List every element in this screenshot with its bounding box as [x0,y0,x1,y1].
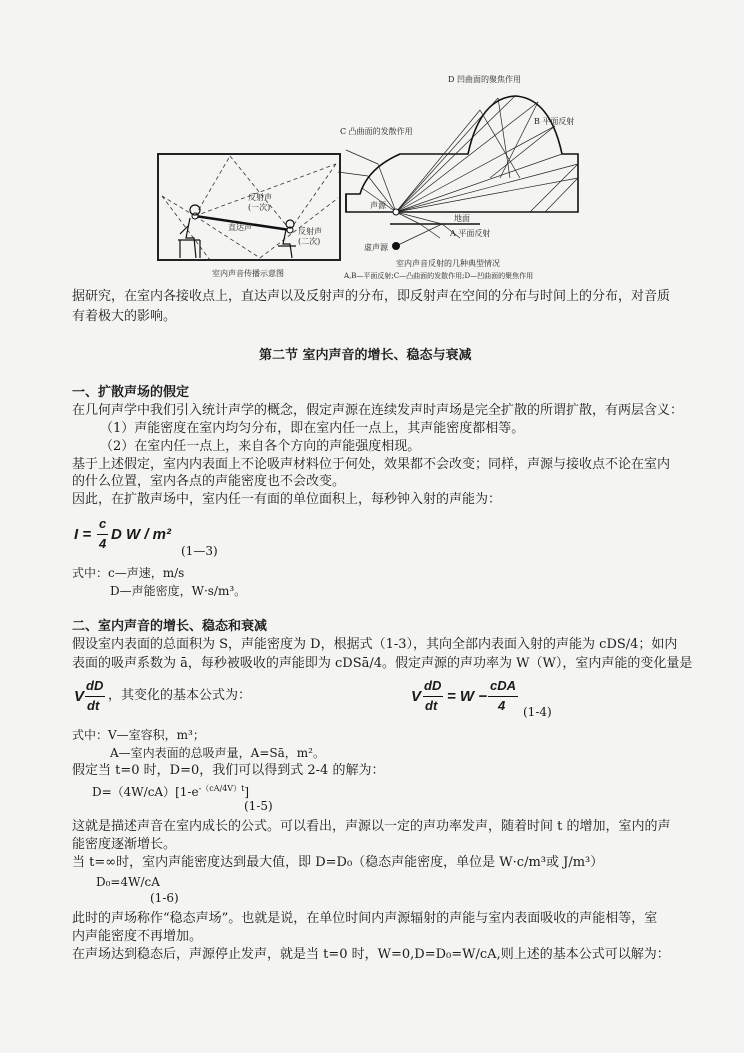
definition-a: A—室内表面的总吸声量，A=Sā，m²。 [110,746,325,760]
equation-v: V [74,688,85,705]
paragraph-steady-field: 此时的声场称作“稳态声场”。也就是说，在单位时间内声源辐射的声能与室内表面吸收的声能相等，室 [72,911,658,926]
equation-1-5 [92,779,249,802]
equation-1-5-exponent: -（cA/4V）t [198,784,245,793]
paragraph-assumption-cont: 的什么位置，室内各点的声能密度也不会改变。 [72,474,346,489]
figure-caption-right-legend: A,B—平面反射;C—凸曲面的发散作用;D—凹曲面的聚焦作用 [344,272,534,280]
equation-1-4-mid: = W − [447,688,488,705]
heading-diffuse-field: 一、扩散声场的假定 [72,385,190,400]
section-title: 第二节 室内声音的增长、稳态与衰减 [259,348,472,363]
equation-1-3-lhs: I = [74,526,92,543]
definition-v: 式中：V—室容积，m³； [72,728,205,742]
equation-intro-text: ，其变化的基本公式为： [108,688,252,703]
label-plane-a: A 平面反射 [450,229,491,238]
label-reflect-2: 反射声 [298,227,322,236]
equation-1-3-fraction-bar [97,534,108,535]
equation-1-5-close: ] [244,785,249,799]
equation-1-3-denominator: 4 [99,536,107,551]
paragraph-steady-field-cont: 内声能密度不再增加。 [72,929,203,944]
label-convex: C 凸曲面的发散作用 [340,127,413,136]
sound-propagation-diagram [158,154,340,278]
paragraph-decay: 在声场达到稳态后，声源停止发声，就是当 t=0 时，W=0,D=D₀=W/cA,则上述的基本公式可以解为： [72,947,670,962]
paragraph-diffuse-intro: 在几何声学中我们引入统计声学的概念，假定声源在连续发声时声场是完全扩散的所谓扩散，有两层含义： [72,403,684,418]
equation-1-4-dd-bar [423,696,443,697]
paragraph-growth-cont: 能密度逐渐增长。 [72,837,177,852]
definition-c: 式中：c—声速，m/s [72,566,185,580]
equation-1-3-numerator: c [99,516,107,531]
equation-1-4-four: 4 [498,698,506,713]
list-item-1: （1）声能密度在室内均匀分布，即在室内任一点上，其声能密度都相等。 [100,421,525,436]
equation-1-4-number: (1-4) [523,705,552,719]
figure-caption-left: 室内声音传播示意图 [212,269,284,278]
figure-caption-right: 室内声音反射的几种典型情况 [396,259,500,268]
label-sound-source: 声源 [370,201,386,210]
equation-1-4-dt: dt [425,698,438,713]
acoustics-figures [150,68,610,286]
equation-dd: dD [86,678,104,693]
equation-1-4-cda: cDA [490,678,517,693]
equation-1-5-number: (1-5) [244,799,273,813]
label-direct-sound: 直达声 [228,223,252,232]
label-virtual-source: 虚声源 [364,243,388,252]
paragraph-growth: 这就是描述声音在室内成长的公式。可以看出，声源以一定的声功率发声，随着时间 t 的增加，室内的声 [72,819,671,834]
paragraph-assumption: 基于上述假定，室内内表面上不论吸声材料位于何处，效果都不会改变；同样，声源与接收点不论在室内 [72,457,671,472]
equation-1-5-body: D=（4W/cA）[1-e [92,785,199,799]
heading-growth-decay: 二、室内声音的增长、稳态和衰减 [72,619,268,634]
label-concave: D 凹曲面的聚焦作用 [448,75,521,84]
equation-1-4-v: V [411,688,422,705]
paragraph-steady-max: 当 t=∞时，室内声能密度达到最大值，即 D=D₀（稳态声能密度，单位是 W·c/m³或 J/m³） [72,855,604,870]
equation-1-3-rhs: D W / m² [111,526,171,543]
label-reflect-1: 反射声 [248,193,272,202]
paragraph-initial-condition: 假定当 t=0 时，D=0，我们可以得到式 2-4 的解为： [72,763,385,778]
equation-1-4-cda-bar [488,696,518,697]
equation-dd-bar [85,696,105,697]
paragraph-incident-energy: 因此，在扩散声场中，室内任一有面的单位面积上，每秒钟入射的声能为： [72,492,502,507]
equation-1-6: D₀=4W/cA [96,875,160,889]
equation-1-4-dd: dD [424,678,442,693]
definition-d: D—声能密度，W·s/m³。 [110,584,247,598]
label-reflect-1-order: (一次) [248,203,271,212]
reflection-cases-diagram [338,74,578,280]
label-reflect-2-order: (二次) [298,237,321,246]
paragraph-research: 据研究，在室内各接收点上，直达声以及反射声的分布，即反射声在空间的分布与时间上的分布，对音质 [72,289,671,304]
equation-dt: dt [87,698,100,713]
equation-1-6-number: (1-6) [150,891,179,905]
list-item-2: （2）在室内任一点上，来自各个方向的声能强度相现。 [100,439,421,454]
paragraph-absorption: 假设室内表面的总面积为 S，声能密度为 D，根据式（1-3），其向全部内表面入射的声能为 cDS/4；如内 [72,637,678,652]
equation-1-3-number: (1—3) [181,544,218,558]
paragraph-absorption-cont: 表面的吸声系数为 ā，每秒被吸收的声能即为 cDSā/4。假定声源的声功率为 W（W），室内声能的变化量是 [72,656,693,671]
label-plane-b: B 平面反射 [534,117,575,126]
paragraph-research-cont: 有着极大的影响。 [72,309,177,324]
label-ground: 地面 [454,214,470,223]
